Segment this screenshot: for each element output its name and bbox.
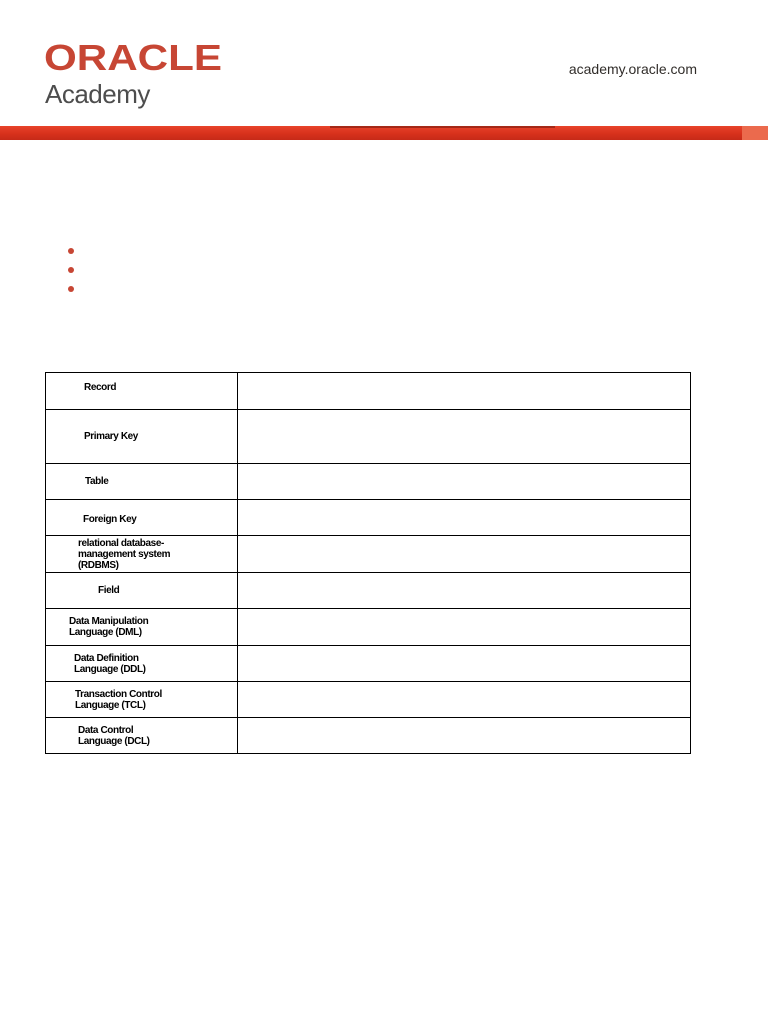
term-text: Primary Key [84, 431, 138, 442]
term-cell [46, 536, 238, 573]
term-cell [46, 464, 238, 500]
oracle-logo [44, 40, 222, 76]
term-text: relational database-management system (RDBMS) [78, 537, 171, 571]
term-text: Transaction Control Language (TCL) [75, 688, 162, 711]
term-text: Data Manipulation Language (DML) [69, 616, 149, 638]
band-corner [742, 126, 768, 140]
definition-cell[interactable] [238, 573, 691, 609]
academy-wordmark: Academy [45, 79, 150, 109]
definition-cell[interactable] [238, 373, 691, 410]
term-text: Field [98, 585, 120, 596]
term-cell [46, 573, 238, 609]
band-streak [330, 126, 555, 128]
table-row [46, 410, 691, 464]
term-text: Data Definition Language (DDL) [74, 652, 146, 675]
table-row [46, 682, 691, 718]
site-url: academy.oracle.com [568, 61, 697, 77]
term-cell [46, 682, 238, 718]
term-cell [46, 500, 238, 536]
term-cell [46, 410, 238, 464]
header-band [0, 126, 768, 140]
term-text: Table [85, 476, 109, 487]
term-cell [46, 373, 238, 410]
table-row [46, 536, 691, 573]
term-text: Foreign Key [83, 513, 137, 525]
bullet-dot-icon [68, 267, 74, 273]
definition-cell[interactable] [238, 646, 691, 682]
definition-cell[interactable] [238, 500, 691, 536]
term-text: Data Control Language (DCL) [78, 724, 150, 747]
term-cell [46, 718, 238, 754]
table-row [46, 718, 691, 754]
table-row [46, 464, 691, 500]
definition-cell[interactable] [238, 682, 691, 718]
definition-cell[interactable] [238, 410, 691, 464]
term-cell [46, 646, 238, 682]
table-row [46, 573, 691, 609]
vocabulary-table [45, 372, 691, 754]
term-cell [46, 609, 238, 646]
table-row [46, 646, 691, 682]
bullet-dot-icon [68, 248, 74, 254]
table-row [46, 500, 691, 536]
table-row [46, 609, 691, 646]
oracle-wordmark: ORACLE [44, 40, 222, 76]
bullet-dot-icon [68, 286, 74, 292]
term-text: Record [84, 381, 117, 393]
definition-cell[interactable] [238, 536, 691, 573]
definition-cell[interactable] [238, 609, 691, 646]
table-row [46, 373, 691, 410]
definition-cell[interactable] [238, 464, 691, 500]
definition-cell[interactable] [238, 718, 691, 754]
